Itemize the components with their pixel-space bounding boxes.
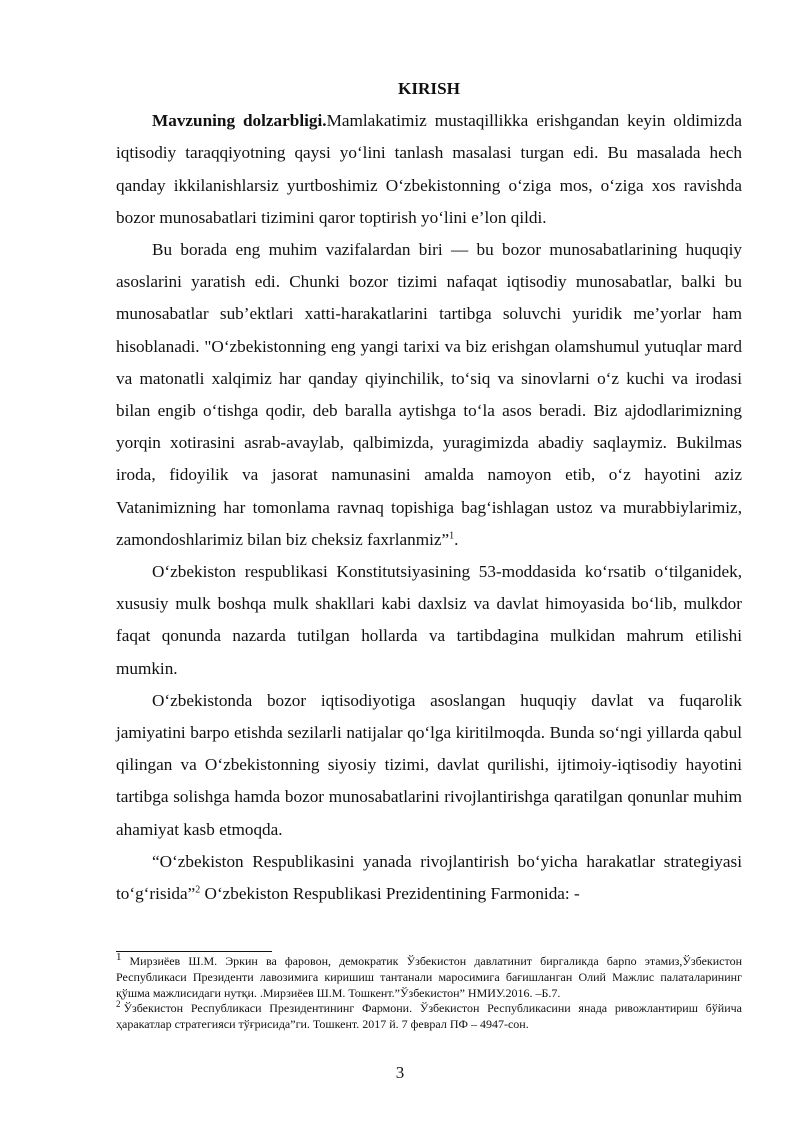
- body-text: [116, 73, 742, 910]
- footnote-1: [116, 951, 742, 1001]
- footnote-number: 2: [116, 999, 121, 1010]
- paragraph-legal-basis: [116, 234, 742, 556]
- paragraph-lead: Mavzuning dolzarbligi.: [152, 111, 327, 131]
- paragraph-text: O‘zbekiston respublikasi Konstitutsiyasining 53-moddasida ko‘rsatib o‘tilganidek, xususiy mulk boshqa mulk shakllari kabi daxlsiz va davlat himoyasida bo‘lib, mulkdor faqat qonunda nazarda tutilgan hollarda va tartibdagina mulkidan mahrum etilishi mumkin.: [116, 562, 742, 678]
- footnote-2: [116, 1001, 742, 1033]
- section-title: KIRISH: [397, 79, 461, 98]
- footnote-ref-1[interactable]: 1: [449, 530, 455, 542]
- footnote-ref-2[interactable]: 2: [195, 884, 201, 896]
- paragraph-tail: O‘zbekiston Respublikasi Prezidentining Farmonida: -: [200, 884, 580, 904]
- paragraph-achievements: [116, 685, 742, 846]
- paragraph-text: “O‘zbekiston Respublikasini yanada rivojlantirish bo‘yicha harakatlar strategiyasi to‘g‘risida”: [116, 851, 742, 904]
- paragraph-constitution: [116, 556, 742, 685]
- footnote-number: 1: [116, 951, 122, 963]
- paragraph-strategy: [116, 846, 742, 910]
- footnotes: [116, 951, 742, 1033]
- paragraph-text: Bu borada eng muhim vazifalardan biri — bu bozor munosabatlarining huquqiy asoslarini yaratish edi. Chunki bozor tizimi nafaqat iqtisodiy munosabatlar, balki bu munosabatlar sub’ektlari xatti-harakatlarini tartibga soluvchi yuridik me’yorlar ham hisoblanadi. "O‘zbekistonning eng yangi tarixi va biz erishgan olamshumul yutuqlar mard va matonatli xalqimiz har qanday qiyinchilik, to‘siq va sinovlarni o‘z kuchi va irodasi bilan engib o‘tishga qodir, deb baralla aytishga to‘la asos beradi. Biz ajdodlarimizning yorqin xotirasini asrab-avaylab, qalbimizda, yuragimizda abadiy saqlaymiz. Bukilmas iroda, fidoyilik va jasorat namunasini amalda namoyon etib, o‘z hayotini aziz Vatanimizning har tomonlama ravnaq topishiga bag‘ishlagan ustoz va murabbiylarimiz, zamondoshlarimiz bilan biz cheksiz faxrlanmiz”: [116, 240, 742, 549]
- footnote-text: Мирзиёев Ш.М. Эркин ва фаровон, демократик Ўзбекистон давлатинит биргаликда барпо этамиз,Ўзбекистон Республикаси Президенти лавозимига киришиш тантанали маросимига бағишланган Олий Мажлис палаталарининг қўшма мажлисидаги нутқи. .Мирзиёев Ш.М. Тошкент.”Ўзбекистон” НМИУ.2016. –Б.7.: [116, 954, 742, 1000]
- page-number: 3: [395, 1063, 405, 1082]
- footnote-text: Ўзбекистон Республикаси Президентининг Фармони. Ўзбекистон Республикасини янада ривожлантириш бўйича ҳаракатлар стратегияси тўғрисида”ги. Тошкент. 2017 й. 7 феврал ПФ – 4947-сон.: [116, 1001, 742, 1032]
- paragraph-text: Mamlakatimiz mustaqillikka erishgandan keyin oldimizda iqtisodiy taraqqiyotning qaysi yo‘lini tanlash masalasi turgan edi. Bu masalada hech qanday ikkilanishlarsiz yurtboshimiz O‘zbekistonning o‘ziga mos, o‘ziga xos ravishda bozor munosabatlari tizimini qaror toptirish yo‘lini e’lon qildi.: [116, 111, 742, 227]
- paragraph-text: O‘zbekistonda bozor iqtisodiyotiga asoslangan huquqiy davlat va fuqarolik jamiyatini barpo etishda sezilarli natijalar qo‘lga kiritilmoqda. Bunda so‘ngi yillarda qabul qilingan va O‘zbekistonning siyosiy tizimi, davlat qurilishi, ijtimoiy-iqtisodiy hayotini tartibga solishga hamda bozor munosabatlarini rivojlantirishga qaratilgan qonunlar muhim ahamiyat kasb etmoqda.: [116, 690, 742, 839]
- paragraph-tail: .: [454, 529, 459, 549]
- footnote-separator: [116, 951, 272, 952]
- paragraph-relevance: [116, 105, 742, 234]
